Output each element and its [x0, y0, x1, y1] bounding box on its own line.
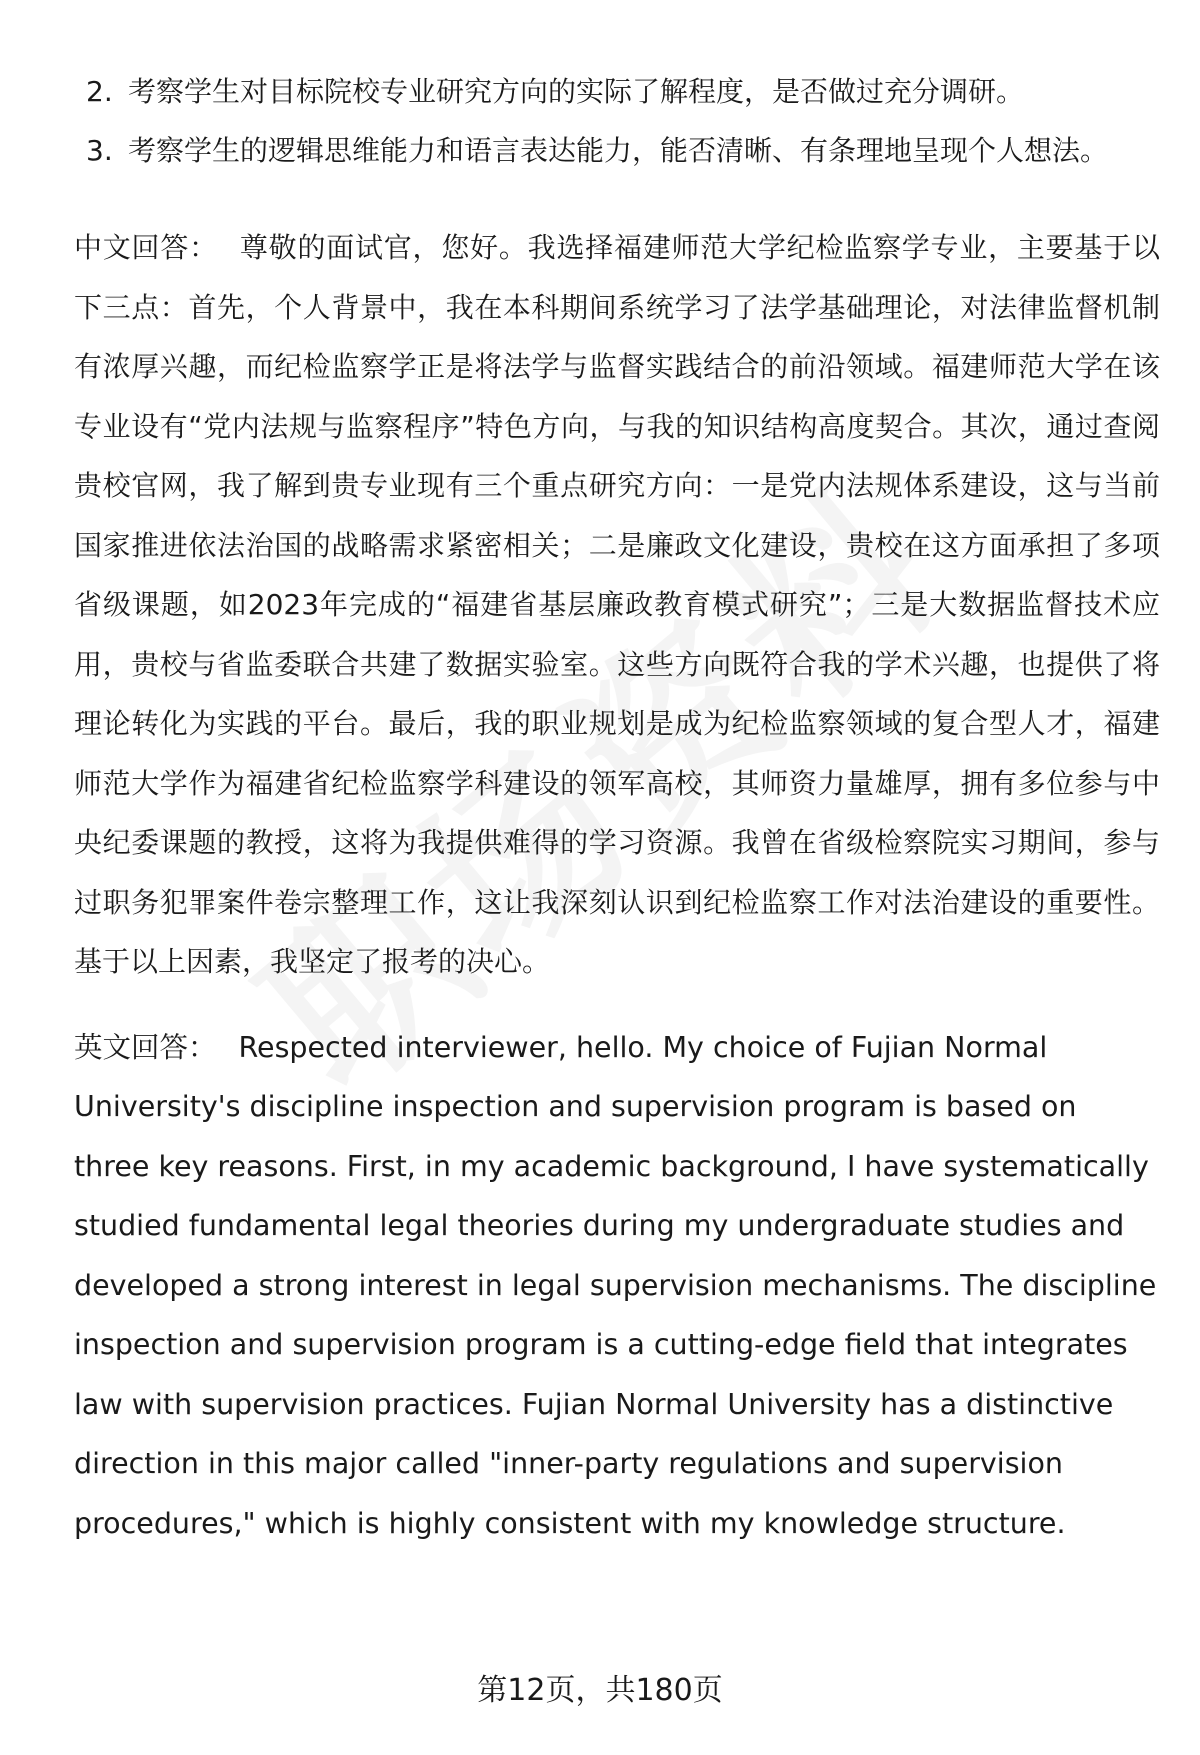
- list-item: [74, 62, 1160, 121]
- chinese-answer: [74, 218, 1160, 992]
- page-content: [74, 62, 1160, 1553]
- chinese-answer-label: 中文回答：: [74, 231, 218, 264]
- chinese-answer-text: 尊敬的面试官，您好。我选择福建师范大学纪检监察学专业，主要基于以下三点：首先，个人背景中，我在本科期间系统学习了法学基础理论，对法律监督机制有浓厚兴趣，而纪检监察学正是将法学与监督实践结合的前沿领域。福建师范大学在该专业设有“党内法规与监察程序”特色方向，与我的知识结构高度契合。其次，通过查阅贵校官网，我了解到贵专业现有三个重点研究方向：一是党内法规体系建设，这与当前国家推进依法治国的战略需求紧密相关；二是廉政文化建设，贵校在这方面承担了多项省级课题，如2023年完成的“福建省基层廉政教育模式研究”；三是大数据监督技术应用，贵校与省监委联合共建了数据实验室。这些方向既符合我的学术兴趣，也提供了将理论转化为实践的平台。最后，我的职业规划是成为纪检监察领域的复合型人才，福建师范大学作为福建省纪检监察学科建设的领军高校，其师资力量雄厚，拥有多位参与中央纪委课题的教授，这将为我提供难得的学习资源。我曾在省级检察院实习期间，参与过职务犯罪案件卷宗整理工作，这让我深刻认识到纪检监察工作对法治建设的重要性。基于以上因素，我坚定了报考的决心。: [74, 231, 1160, 978]
- list-item-text: 考察学生对目标院校专业研究方向的实际了解程度，是否做过充分调研。: [128, 75, 1025, 108]
- page-number: 第12页，共180页: [477, 1673, 723, 1708]
- english-answer-text: Respected interviewer, hello. My choice of Fujian Normal University's discipline inspection and supervision program is based on three key reasons. First, in my academic background, I have systematically studied fundamental legal theories during my undergraduate studies and developed a strong interest in legal supervision mechanisms. The discipline inspection and supervision program is a cutting-edge field that integrates law with supervision practices. Fujian Normal University has a distinctive direction in this major called "inner-party regulations and supervision procedures," which is highly consistent with my knowledge structure.: [74, 1030, 1157, 1540]
- list-item-number: 2.: [86, 75, 113, 108]
- english-answer: [74, 1018, 1160, 1554]
- criteria-list: [74, 62, 1160, 180]
- english-answer-label: 英文回答：: [74, 1030, 217, 1064]
- list-item-number: 3.: [86, 134, 113, 167]
- list-item: [74, 121, 1160, 180]
- list-item-text: 考察学生的逻辑思维能力和语言表达能力，能否清晰、有条理地呈现个人想法。: [128, 134, 1109, 167]
